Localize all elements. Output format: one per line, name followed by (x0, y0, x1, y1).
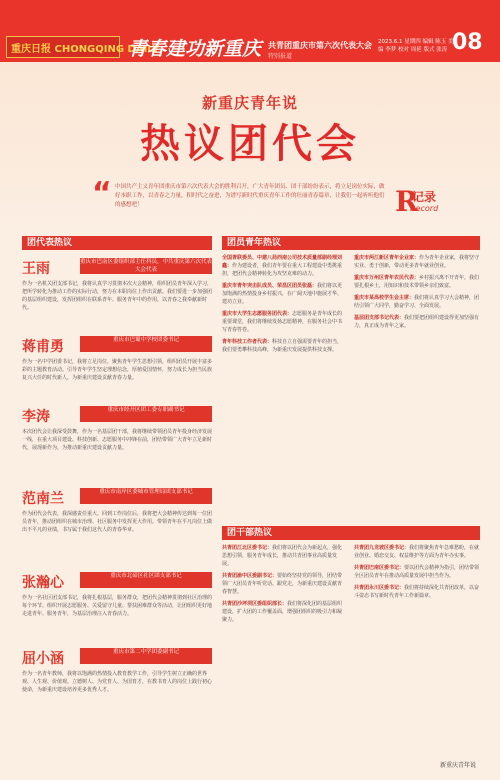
delegate-remark: 作为一名青年教师，我将以饱满的热情投入教育教学工作，引导学生树立正确的世界观、人生观、价值观。立德树人、为党育人、为国育才，在教书育人的岗位上践行初心使命，为新重庆建设培养更多优秀人才。 (22, 671, 213, 693)
footer-credit: 新重庆青年说 (440, 762, 477, 769)
stamp-letter: R (395, 185, 419, 218)
quote-paragraph (354, 254, 480, 270)
intro-quote: 中国共产主义青年团重庆市第六次代表大会的胜利召开，广大青年团员、团干部纷纷表示，将立足岗位实际，做好本职工作，以青春之力量，积时代之奋进，为谱写新时代重庆青年工作的壮丽青春篇章，让我们一起听听他们的感想吧！ (115, 184, 385, 208)
speaker-remark: 我们将认真学习大会精神，团结引领广大同学，勤奋学习、全面发展。 (354, 295, 480, 309)
delegate-name: 屈小涵 (22, 651, 64, 667)
page-number: 08 (452, 30, 483, 55)
delegate-remark: 作为团代会代表，我深感责任重大。回到工作岗位后，我将把大会精神传达到每一位团员青年，推动团组织在城市治理、社区服务中发挥更大作用。带领青年在平凡岗位上做出不平凡的业绩，书写属于我们这代人的青春华章。 (22, 511, 213, 533)
delegate-title: 重庆市第二中学团委副书记 (80, 648, 212, 664)
quote-paragraph (354, 544, 480, 560)
youth-column-mid (222, 254, 346, 358)
delegate-title: 重庆市巴南区委组织部主任科员，中共重庆第六次代表大会代表 (80, 259, 213, 273)
delegate-name: 范南兰 (22, 491, 64, 507)
speaker-name: 重庆市万州区青年农民代表： (354, 275, 420, 281)
speaker-name: 共青团江北区委书记： (222, 545, 273, 551)
section-cadre-title: 团干部热议 (222, 526, 480, 540)
record-stamp (395, 185, 445, 219)
quote-paragraph (222, 254, 346, 278)
speaker-remark: 我们将深化团的基层组织建设，扩大团的工作覆盖面，增强团组织的吸引力和凝聚力。 (222, 601, 343, 623)
delegate-remark: 作为一名机关团支部书记，我将认真学习贯彻本次大会精神，组织团员青年深入学习，把所学转化为推动工作的实际行动，努力在本职岗位上作出贡献。我们要进一步加强团的基层组织建设，发挥团组织在联系青年、服务青年中的作用，以青春之我奉献新时代。 (22, 281, 213, 311)
main-title: 青春建功新重庆 (128, 38, 262, 60)
speaker-remark: 要始终坚持党的领导，团结带领广大团员青年听党话、跟党走，为新重庆建设贡献青春智慧。 (222, 573, 343, 595)
speaker-remark: 科技自立自强需要青年的担当，我们要勇攀科技高峰，为新重庆发展提供科技支撑。 (222, 339, 343, 353)
event-subtitle: 特别报道 (268, 53, 293, 60)
delegate-name: 张瀚心 (22, 575, 64, 591)
newspaper-logo (6, 36, 160, 58)
delegate-remark: 本次团代会让我深受鼓舞，作为一名基层团干部，我将继续带领团员青年投身经济发展一线，在重大项目建设、科技创新、志愿服务中冲锋在前，团结带领广大青年立足新时代，展现新作为，为推动新重庆建设贡献力量。 (22, 429, 213, 451)
quote-paragraph (354, 274, 480, 290)
delegate-name: 王雨 (22, 261, 50, 277)
stamp-text: 记录 (412, 190, 437, 204)
section-mid-title: 团员青年热议 (222, 236, 480, 250)
speaker-name: 青年科技工作者代表： (222, 339, 273, 345)
speaker-name: 重庆市某高校学生会主席： (354, 295, 415, 301)
speaker-name: 全国青联委员、中建八局西南公司技术质量部副经理刘鑫： (222, 255, 343, 269)
delegate-title: 重庆市经开区团工委专职副书记 (80, 406, 212, 422)
speaker-name: 重庆市大学生志愿服务团代表： (222, 311, 293, 317)
logo-text: 重庆日报 CHONGQING DAILY (11, 44, 160, 55)
delegate-title: 重庆市北碚区社区团支部书记 (80, 572, 212, 588)
speaker-name: 重庆市两江新区青年企业家： (354, 255, 420, 261)
speaker-remark: 我们将以团代会为新起点，强化思想引领，服务青年成长，推动共青团事业高质量发展。 (222, 545, 343, 567)
speaker-remark: 乡村振兴离不开青年，我们要扎根乡土，用知识和技术带领乡亲们致富。 (354, 275, 480, 289)
speaker-remark: 作为青年企业家，我将坚守实业、勇于创新，带动更多青年就业创业。 (354, 255, 480, 269)
quote-paragraph (354, 294, 480, 310)
quote-paragraph (222, 544, 346, 568)
issue-meta: 2023.6.1 星期四 编辑 陈玉 美编 李梦 校对 周延 版式 张涛 (378, 39, 454, 53)
speaker-name: 共青团渝中区委副书记： (222, 573, 278, 579)
event-name: 共青团重庆市第六次代表大会 (268, 41, 372, 50)
speaker-remark: 我们将以更加饱满的热情投身乡村振兴，在广阔天地中施展才华、建功立业。 (222, 283, 343, 305)
speaker-remark: 我们将持续深化共青团改革，以奋斗姿态书写新时代青年工作新篇章。 (354, 585, 480, 599)
quote-paragraph (222, 572, 346, 596)
quote-paragraph (222, 282, 346, 306)
quote-paragraph (354, 564, 480, 580)
quote-paragraph (354, 314, 480, 330)
quote-mark-icon: “ (92, 176, 112, 211)
speaker-remark: 我们将聚焦青年急难愁盼，在就业创业、婚恋交友、权益维护等方面为青年办实事。 (354, 545, 480, 559)
delegate-remark: 作为一名社区团支部书记，我将扎根基层，服务群众，把团代会精神贯彻到社区治理的每个环节。组织开展志愿服务、关爱留守儿童、帮扶困难群众等活动，让团组织更好地走进青年、服务青年，为基层治理注入青春活力。 (22, 595, 213, 617)
speaker-remark: 我们要把团组织建设得更加坚强有力，真正成为青年之家。 (354, 315, 480, 329)
cadre-column-right (354, 544, 480, 604)
speaker-remark: 作为建设者，我们青年要在重大工程建设中勇挑重担，把团代会精神转化为攻坚克难的动力。 (222, 263, 343, 277)
section-left-title: 团代表热议 (22, 236, 212, 250)
speaker-name: 重庆市青年突击队成员、荣昌区团员张磊： (222, 283, 318, 289)
speaker-name: 共青团永川区委书记： (354, 585, 405, 591)
quote-paragraph (222, 310, 346, 334)
delegate-name: 李涛 (22, 409, 50, 425)
delegate-name: 蒋甫勇 (22, 339, 64, 355)
delegate-remark: 作为一名中学团委书记，我将立足岗位，聚焦青年学生思想引领，组织团员开展丰富多彩的主题教育活动。引导青年学生坚定理想信念，厚植爱国情怀，努力成长为担当民族复兴大任的时代新人，为新重庆建设贡献青春力量。 (22, 359, 213, 381)
quote-paragraph (222, 600, 346, 624)
speaker-name: 基层团支部书记代表： (354, 315, 405, 321)
speaker-remark: 要以团代会精神为指引，团结带领全区团员青年在推动高质量发展中担当作为。 (354, 565, 480, 579)
stamp-english: Record (410, 204, 439, 213)
youth-column-right (354, 254, 480, 334)
delegate-title: 重庆市巴蜀中学校团委书记 (80, 336, 212, 352)
quote-paragraph (222, 338, 346, 354)
speaker-name: 共青团九龙坡区委书记： (354, 545, 410, 551)
speaker-name: 共青团巴南区委书记： (354, 565, 405, 571)
hero-kicker: 新重庆青年说 (201, 94, 298, 112)
speaker-name: 共青团沙坪坝区委组织部长： (222, 601, 288, 607)
cadre-column-mid (222, 544, 346, 628)
quote-paragraph (354, 584, 480, 600)
speaker-remark: 志愿服务是青年成长的重要课堂，我们将继续发扬志愿精神，在服务社会中书写青春答卷。 (222, 311, 343, 333)
hero-title: 热议团代会 (140, 120, 360, 167)
delegate-title: 重庆市南岸区委城市管理局团支部书记 (80, 488, 212, 504)
